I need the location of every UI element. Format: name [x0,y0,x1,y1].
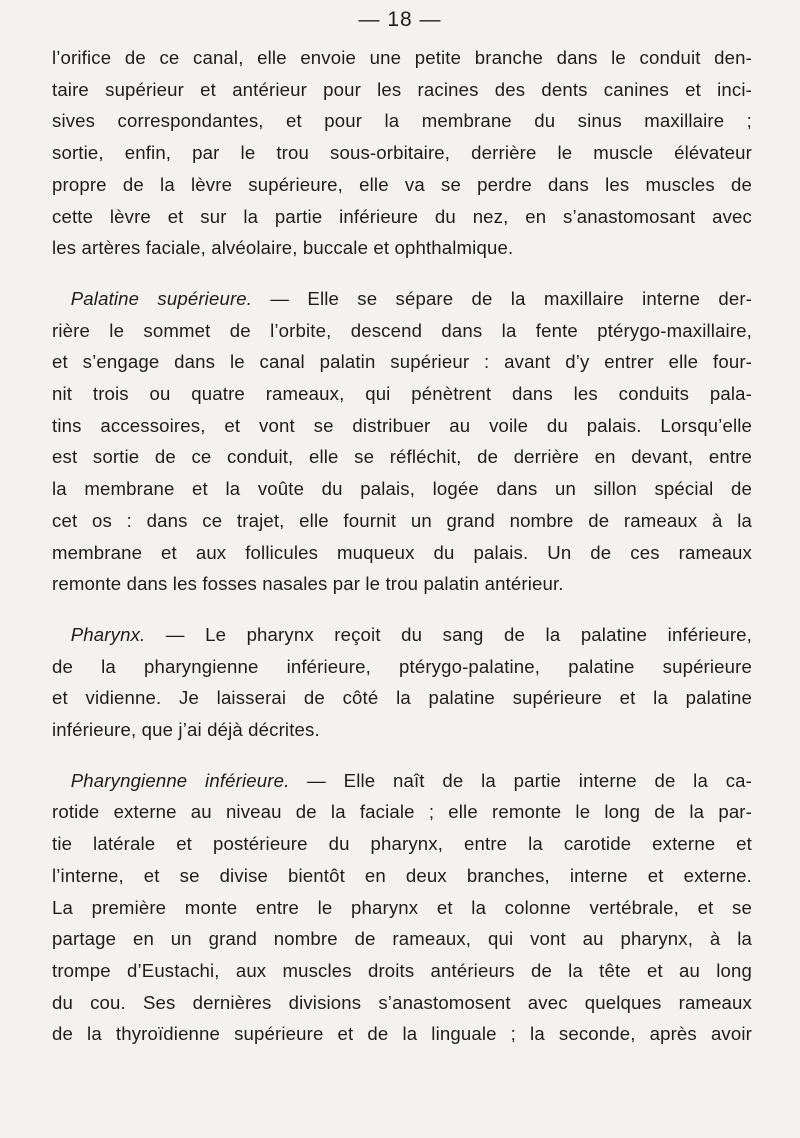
section-heading: Pharynx. [70,623,146,645]
text-line: sives correspondantes, et pour la membrane du sinus maxillaire ; [52,110,752,132]
text-line: est sortie de ce conduit, elle se réfléchit, de derrière en devant, entre [52,446,752,468]
text-line: partage en un grand nombre de rameaux, qui vont au pharynx, à la [52,928,752,950]
text-line: tins accessoires, et vont se distribuer au voile du palais. Lorsqu’elle [52,414,752,436]
text-line: l’orifice de ce canal, elle envoie une petite branche dans le conduit den- [52,47,752,68]
text-line: la membrane et la voûte du palais, logée dans un sillon spécial de [52,478,752,500]
paragraph-pharynx [52,619,752,746]
paragraph-palatine-superieure [52,283,752,600]
text-line: rotide externe au niveau de la faciale ; elle remonte le long de la par- [52,801,752,823]
text-line: et vidienne. Je laisserai de côté la palatine supérieure et la palatine [52,687,752,709]
text-line: La première monte entre le pharynx et la colonne vertébrale, et se [52,896,752,918]
text-line: Pharyngienne inférieure. — Elle naît de la partie interne de la ca- [70,769,752,791]
text-line: Pharynx. — Le pharynx reçoit du sang de la palatine inférieure, [70,623,752,645]
text-line: membrane et aux follicules muqueux du palais. Un de ces rameaux [52,541,752,563]
text-line: sortie, enfin, par le trou sous-orbitaire, derrière le muscle élévateur [52,142,752,164]
text-line: cette lèvre et sur la partie inférieure du nez, en s’anastomosant avec [52,205,752,227]
text-line: trompe d’Eustachi, aux muscles droits antérieurs de la tête et au long [52,959,752,981]
text-line: remonte dans les fosses nasales par le trou palatin antérieur. [52,573,564,595]
paragraph-infraorbital-continuation [52,42,752,264]
text-line: du cou. Ses dernières divisions s’anastomosent avec quelques rameaux [52,991,752,1013]
text-line: propre de la lèvre supérieure, elle va se perdre dans les muscles de [52,173,752,195]
text-line: les artères faciale, alvéolaire, buccale et ophthalmique. [52,237,514,259]
text-line: de la thyroïdienne supérieure et de la linguale ; la seconde, après avoir [52,1023,752,1045]
text-line: Palatine supérieure. — Elle se sépare de la maxillaire interne der- [70,287,753,309]
text-line: inférieure, que j’ai déjà décrites. [52,719,320,741]
section-heading: Pharyngienne inférieure. [70,769,290,791]
text-line: nit trois ou quatre rameaux, qui pénètrent dans les conduits pala- [52,383,752,405]
text-line: de la pharyngienne inférieure, ptérygo-palatine, palatine supérieure [52,655,752,677]
section-heading: Palatine supérieure. [70,287,253,309]
text-line: l’interne, et se divise bientôt en deux branches, interne et externe. [52,864,752,886]
paragraph-pharyngienne-inferieure [52,765,752,1050]
text-line: taire supérieur et antérieur pour les racines des dents canines et inci- [52,78,752,100]
page-body [52,42,752,1050]
text-line: cet os : dans ce trajet, elle fournit un grand nombre de rameaux à la [52,509,752,531]
text-line: et s’engage dans le canal palatin supérieur : avant d’y entrer elle four- [52,351,752,373]
page-number: — 18 — [358,8,442,31]
text-line: rière le sommet de l’orbite, descend dans la fente ptérygo-maxillaire, [52,319,752,341]
text-line: tie latérale et postérieure du pharynx, entre la carotide externe et [52,833,752,855]
